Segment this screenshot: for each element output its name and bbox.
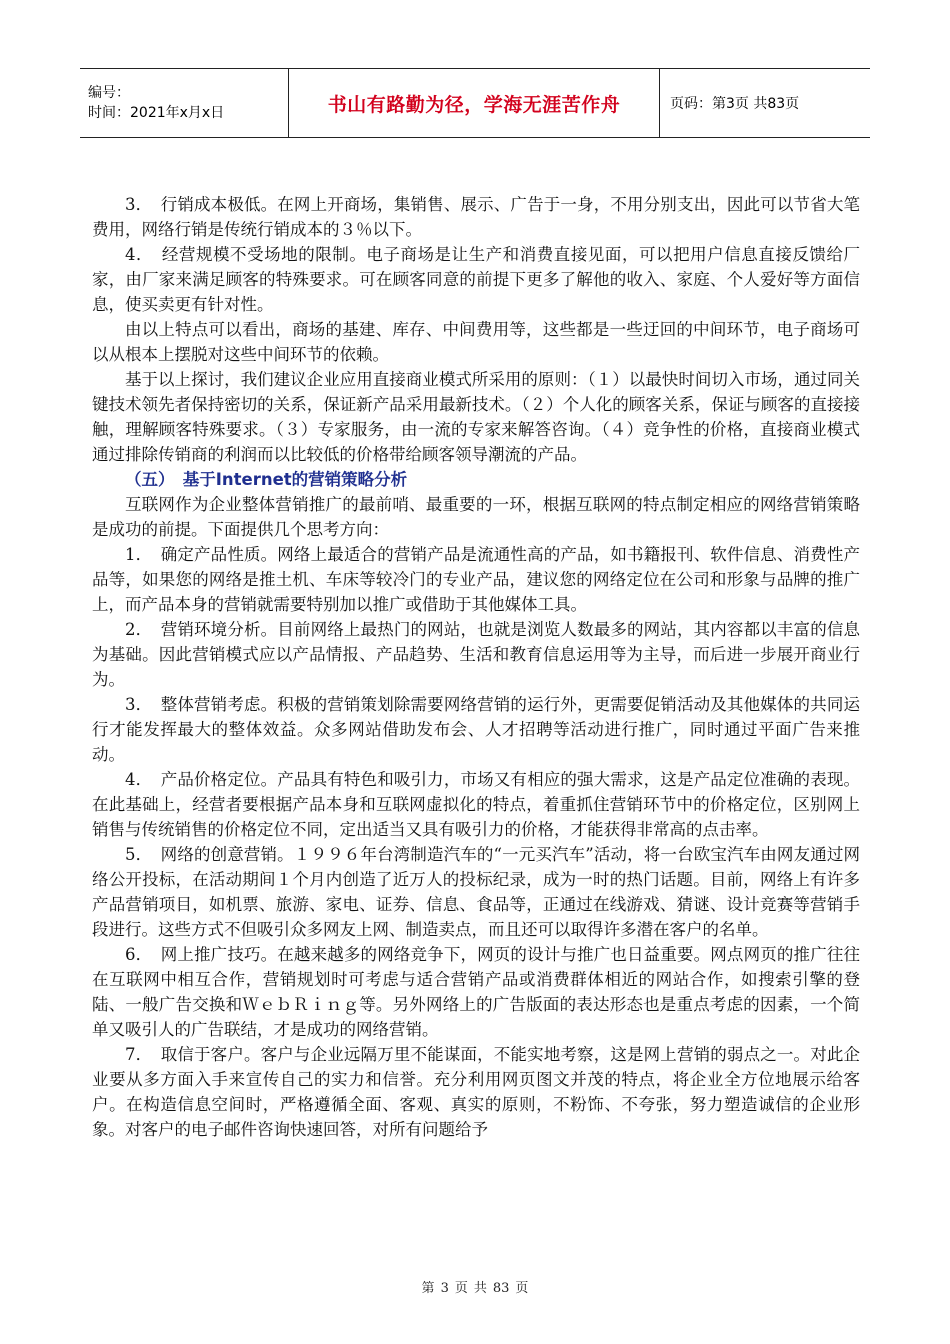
footer-di: 第	[421, 1281, 435, 1296]
paragraph: 3． 整体营销考虑。积极的营销策划除需要网络营销的运行外，更需要促销活动及其他媒体的共同运行才能发挥最大的整体效益。众多网站借助发布会、人才招聘等活动进行推广，同时通过平面广告来推动。	[92, 695, 860, 764]
paragraph: 4． 产品价格定位。产品具有特色和吸引力，市场又有相应的强大需求，这是产品定位准确的表现。在此基础上，经营者要根据产品本身和互联网虚拟化的特点，着重抓住营销环节中的价格定位，区别网上销售与传统销售的价格定位不同，定出适当又具有吸引力的价格，才能获得非常高的点击率。	[92, 770, 860, 839]
paragraph: 2． 营销环境分析。目前网络上最热门的网站，也就是浏览人数最多的网站，其内容都以丰富的信息为基础。因此营销模式应以产品情报、产品趋势、生活和教育信息运用等为主导，而后进一步展开商业行为。	[92, 620, 860, 689]
header-motto: 书山有路勤为径，学海无涯苦作舟	[327, 93, 621, 116]
paragraph: 互联网作为企业整体营销推广的最前哨、最重要的一环，根据互联网的特点制定相应的网络营销策略是成功的前提。下面提供几个思考方向：	[92, 495, 860, 539]
header-meta	[80, 69, 288, 137]
paragraph: 7． 取信于客户。客户与企业远隔万里不能谋面，不能实地考察，这是网上营销的弱点之一。对此企业要从多方面入手来宣传自己的实力和信誉。充分利用网页图文并茂的特点，将企业全方位地展示给客户。在构造信息空间时，严格遵循全面、客观、真实的原则，不粉饰、不夸张，努力塑造诚信的企业形象。对客户的电子邮件咨询快速回答，对所有问题给予	[92, 1045, 860, 1139]
paragraph: 3． 行销成本极低。在网上开商场，集销售、展示、广告于一身，不用分别支出，因此可以节省大笔费用，网络行销是传统行销成本的３％以下。	[92, 195, 860, 239]
document-number-label: 编号：	[88, 85, 130, 101]
footer-gong: 共	[473, 1281, 487, 1296]
footer-page-number: 3	[440, 1281, 449, 1296]
page-header	[80, 68, 870, 138]
paragraph: 6． 网上推广技巧。在越来越多的网络竞争下，网页的设计与推广也日益重要。网点网页的推广往往在互联网中相互合作，营销规划时可考虑与适合营销产品或消费群体相近的网站合作，如搜索引擎的登陆、一般广告交换和ＷｅｂＲｉｎｇ等。另外网络上的广告版面的表达形态也是重点考虑的因素，一个简单又吸引人的广告联结，才是成功的网络营销。	[92, 945, 860, 1039]
paragraph: 由以上特点可以看出，商场的基建、库存、中间费用等，这些都是一些迂回的中间环节，电子商场可以从根本上摆脱对这些中间环节的依赖。	[92, 320, 860, 364]
paragraph: 5． 网络的创意营销。１９９６年台湾制造汽车的“一元买汽车”活动，将一台欧宝汽车由网友通过网络公开投标，在活动期间１个月内创造了近万人的投标纪录，成为一时的热门话题。目前，网络上有许多产品营销项目，如机票、旅游、家电、证券、信息、食品等，正通过在线游戏、猜谜、设计竞赛等营销手段进行。这些方式不但吸引众多网友上网、制造卖点，而且还可以取得许多潜在客户的名单。	[92, 845, 860, 939]
paragraph: 4． 经营规模不受场地的限制。电子商场是让生产和消费直接见面，可以把用户信息直接反馈给厂家，由厂家来满足顾客的特殊要求。可在顾客同意的前提下更多了解他的收入、家庭、个人爱好等方面信息，使买卖更有针对性。	[92, 245, 860, 314]
paragraph: 1． 确定产品性质。网络上最适合的营销产品是流通性高的产品，如书籍报刊、软件信息、消费性产品等，如果您的网络是推土机、车床等较冷门的专业产品，建议您的网络定位在公司和形象与品牌的推广上，而产品本身的营销就需要特别加以推广或借助于其他媒体工具。	[92, 545, 860, 614]
footer-ye-end: 页	[515, 1281, 529, 1296]
footer-ye: 页	[454, 1281, 468, 1296]
section-heading: （五） 基于Internet的营销策略分析	[125, 470, 408, 489]
document-time: 时间：2021年x月x日	[88, 105, 225, 121]
header-motto-cell	[288, 69, 660, 137]
header-page-info: 页码：第3页 共83页	[670, 96, 800, 112]
page-footer	[0, 1277, 950, 1296]
document-body	[92, 192, 860, 1142]
footer-total-pages: 83	[492, 1281, 510, 1296]
paragraph: 基于以上探讨，我们建议企业应用直接商业模式所采用的原则：（１）以最快时间切入市场，通过同关键技术领先者保持密切的关系，保证新产品采用最新技术。（２）个人化的顾客关系，保证与顾客的直接接触，理解顾客特殊要求。（３）专家服务，由一流的专家来解答咨询。（４）竞争性的价格，直接商业模式通过排除传销商的利润而以比较低的价格带给顾客领导潮流的产品。	[92, 370, 860, 464]
